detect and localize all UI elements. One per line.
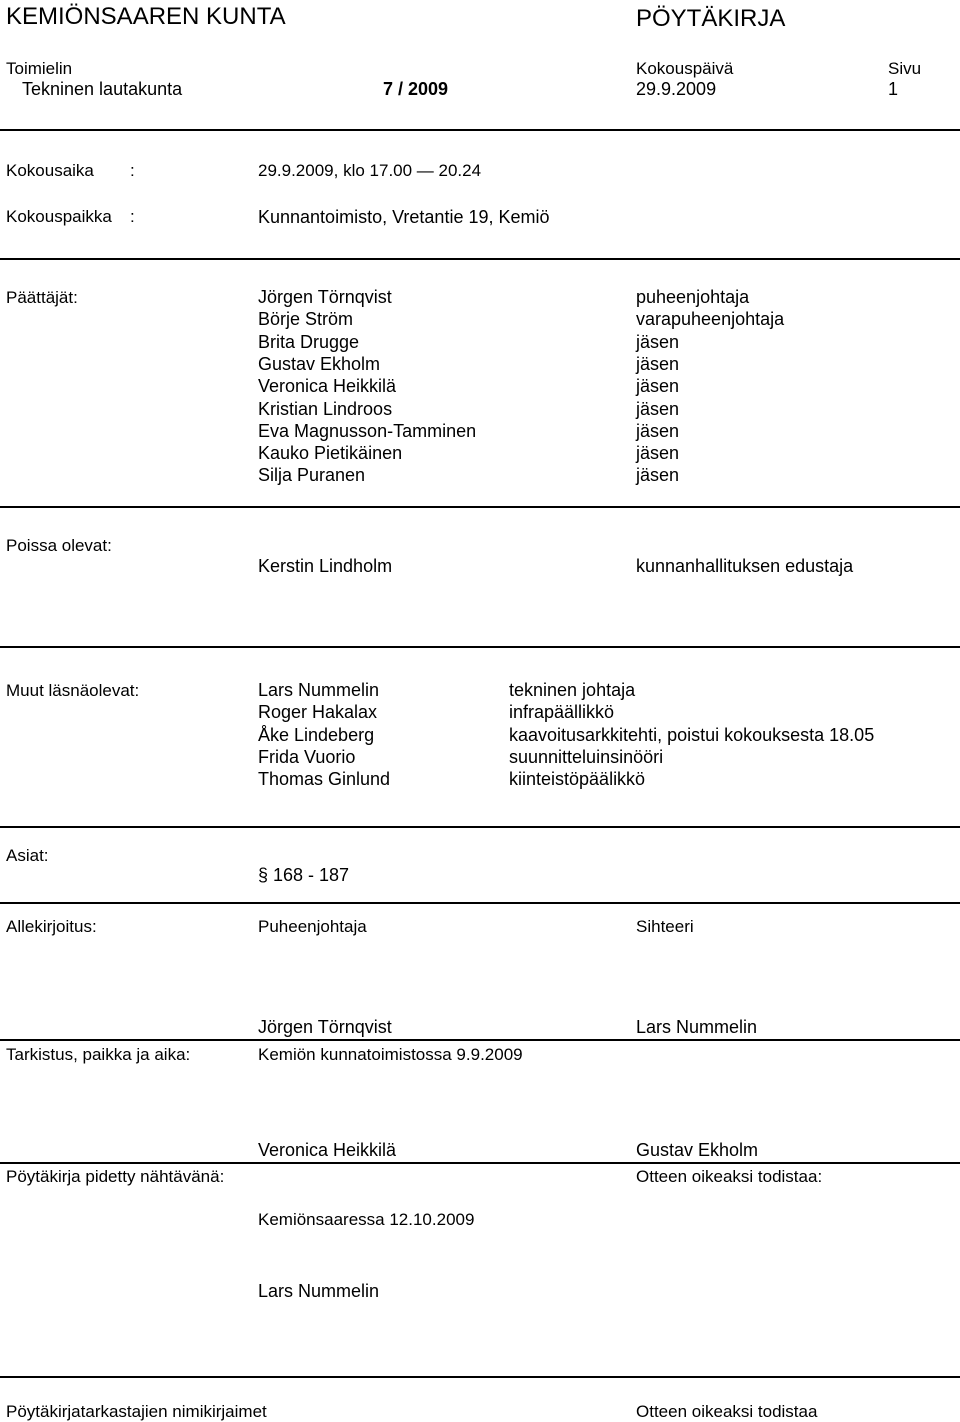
section-divider <box>0 1039 960 1041</box>
meeting-number: 7 / 2009 <box>383 79 449 99</box>
display-place-date: Kemiönsaaressa 12.10.2009 <box>258 1210 475 1229</box>
chair-label: Puheenjohtaja <box>258 917 367 936</box>
absent-name: Kerstin Lindholm <box>258 556 393 576</box>
body-value: Tekninen lautakunta <box>22 79 183 99</box>
member-role: varapuheenjohtaja <box>636 309 785 330</box>
checker-1-name: Veronica Heikkilä <box>258 1140 397 1160</box>
attendee-role: tekninen johtaja <box>509 680 636 700</box>
checker-2-name: Gustav Ekholm <box>636 1140 759 1160</box>
date-label: Kokouspäivä <box>636 59 734 78</box>
member-name: Brita Drugge <box>258 331 360 352</box>
member-name: Jörgen Törnqvist <box>258 287 392 307</box>
display-label: Pöytäkirja pidetty nähtävänä: <box>6 1167 225 1186</box>
initials-label: Pöytäkirjatarkastajien nimikirjaimet <box>6 1402 267 1421</box>
page-label: Sivu <box>888 59 922 78</box>
member-name: Kauko Pietikäinen <box>258 443 403 464</box>
member-role: puheenjohtaja <box>636 287 750 307</box>
meeting-time-value: 29.9.2009, klo 17.00 — 20.24 <box>258 161 482 180</box>
member-name: Eva Magnusson-Tamminen <box>258 420 477 441</box>
meeting-place-label: Kokouspaikka <box>6 207 112 226</box>
verification-label: Tarkistus, paikka ja aika: <box>6 1045 191 1064</box>
municipality-title: KEMIÖNSAAREN KUNTA <box>6 3 286 30</box>
section-divider <box>0 902 960 904</box>
meeting-date: 29.9.2009 <box>636 79 717 99</box>
section-divider <box>0 1162 960 1164</box>
matters-value: § 168 - 187 <box>258 865 350 885</box>
attendee-name: Åke Lindeberg <box>258 724 375 745</box>
attendee-role: infrapäällikkö <box>509 702 615 723</box>
attendee-role: suunnitteluinsinööri <box>509 746 664 767</box>
member-role: jäsen <box>636 331 680 352</box>
verification-value: Kemiön kunnatoimistossa 9.9.2009 <box>258 1045 523 1064</box>
chair-name: Jörgen Törnqvist <box>258 1017 392 1037</box>
member-role: jäsen <box>636 353 680 374</box>
member-role: jäsen <box>636 376 680 397</box>
member-name: Veronica Heikkilä <box>258 376 397 397</box>
attendee-name: Thomas Ginlund <box>258 769 391 790</box>
meeting-time-label: Kokousaika <box>6 161 94 180</box>
absent-label: Poissa olevat: <box>6 536 112 555</box>
signature-label: Allekirjoitus: <box>6 917 97 936</box>
meeting-place-value: Kunnantoimisto, Vretantie 19, Kemiö <box>258 207 550 227</box>
decision-makers-label: Päättäjät: <box>6 288 78 307</box>
matters-label: Asiat: <box>6 846 49 865</box>
member-name: Kristian Lindroos <box>258 398 393 419</box>
member-role: jäsen <box>636 443 680 464</box>
attendee-name: Roger Hakalax <box>258 702 378 723</box>
document-type: PÖYTÄKIRJA <box>636 5 786 32</box>
secretary-label: Sihteeri <box>636 917 694 936</box>
others-label: Muut läsnäolevat: <box>6 681 140 700</box>
attendee-name: Lars Nummelin <box>258 680 380 700</box>
footer-certified-label: Otteen oikeaksi todistaa <box>636 1402 818 1421</box>
member-role: jäsen <box>636 465 680 486</box>
section-divider <box>0 506 960 508</box>
member-name: Börje Ström <box>258 309 354 330</box>
body-label: Toimielin <box>6 59 73 78</box>
member-role: jäsen <box>636 420 680 441</box>
attendee-role: kiinteistöpäälikkö <box>509 769 646 790</box>
member-role: jäsen <box>636 398 680 419</box>
meeting-place-colon: : <box>130 207 135 226</box>
attendee-role: kaavoitusarkkitehti, poistui kokouksesta 18.05 <box>509 724 875 745</box>
section-divider <box>0 258 960 260</box>
section-divider <box>0 1376 960 1378</box>
display-signer: Lars Nummelin <box>258 1281 380 1301</box>
member-name: Gustav Ekholm <box>258 353 381 374</box>
absent-role: kunnanhallituksen edustaja <box>636 556 854 576</box>
attendee-name: Frida Vuorio <box>258 746 356 767</box>
section-divider <box>0 826 960 828</box>
member-name: Silja Puranen <box>258 465 366 486</box>
certified-label: Otteen oikeaksi todistaa: <box>636 1167 823 1186</box>
meeting-time-colon: : <box>130 161 135 180</box>
section-divider <box>0 646 960 648</box>
page-number: 1 <box>888 79 899 99</box>
secretary-name: Lars Nummelin <box>636 1017 758 1037</box>
header-divider <box>0 129 960 131</box>
